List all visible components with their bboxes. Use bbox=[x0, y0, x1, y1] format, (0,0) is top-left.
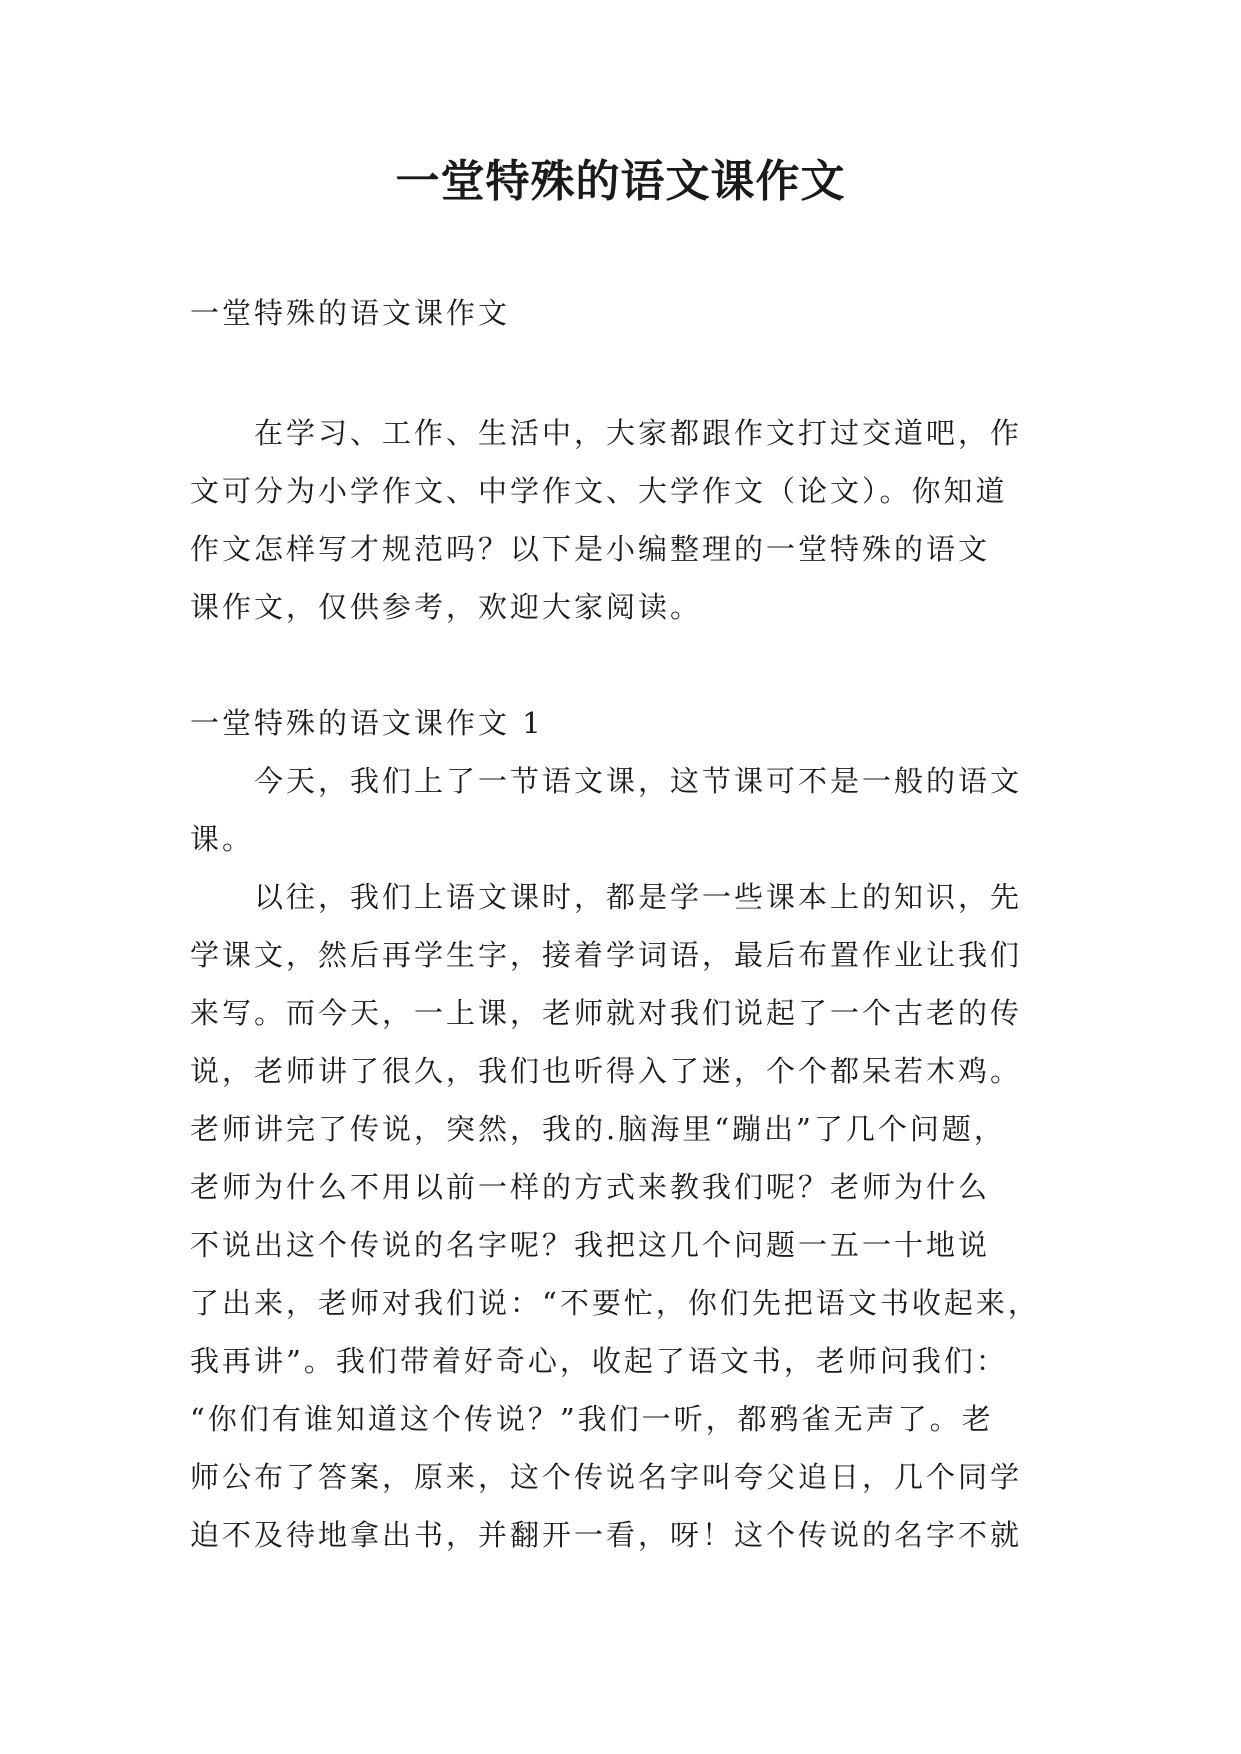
paragraph-2 bbox=[190, 868, 1050, 1564]
paragraph-line: 来写。而今天，一上课，老师就对我们说起了一个古老的传 bbox=[190, 996, 1023, 1030]
paragraph-line: 今天，我们上了一节语文课，这节课可不是一般的语文 bbox=[254, 764, 1023, 798]
paragraph-line: “你们有谁知道这个传说？”我们一听，都鸦雀无声了。老 bbox=[190, 1402, 994, 1436]
paragraph-line: 老师讲完了传说，突然，我的.脑海里“蹦出”了几个问题， bbox=[190, 1112, 1006, 1146]
paragraph-line: 学课文，然后再学生字，接着学词语，最后布置作业让我们 bbox=[190, 938, 1023, 972]
paragraph-1 bbox=[190, 752, 1050, 868]
paragraph-line: 我再讲”。我们带着好奇心，收起了语文书，老师问我们： bbox=[190, 1344, 1008, 1378]
intro-line: 在学习、工作、生活中，大家都跟作文打过交道吧，作 bbox=[254, 416, 1023, 450]
paragraph-line: 了出来，老师对我们说：“不要忙，你们先把语文书收起来， bbox=[190, 1286, 1040, 1320]
paragraph-line: 课。 bbox=[190, 822, 255, 856]
paragraph-line: 迫不及待地拿出书，并翻开一看，呀！这个传说的名字不就 bbox=[190, 1518, 1023, 1552]
paragraph-line: 不说出这个传说的名字呢？我把这几个问题一五一十地说 bbox=[190, 1228, 991, 1262]
document-title: 一堂特殊的语文课作文 bbox=[395, 156, 846, 207]
section-heading: 一堂特殊的语文课作文 1 bbox=[190, 706, 544, 740]
intro-line: 作文怎样写才规范吗？以下是小编整理的一堂特殊的语文 bbox=[190, 532, 991, 566]
document-subtitle: 一堂特殊的语文课作文 bbox=[190, 296, 511, 330]
paragraph-line: 说，老师讲了很久，我们也听得入了迷，个个都呆若木鸡。 bbox=[190, 1054, 1023, 1088]
intro-line: 文可分为小学作文、中学作文、大学作文（论文）。你知道 bbox=[190, 474, 1008, 508]
paragraph-line: 师公布了答案，原来，这个传说名字叫夸父追日，几个同学 bbox=[190, 1460, 1023, 1494]
paragraph-line: 老师为什么不用以前一样的方式来教我们呢？老师为什么 bbox=[190, 1170, 991, 1204]
intro-line: 课作文，仅供参考，欢迎大家阅读。 bbox=[190, 590, 703, 624]
intro-paragraph bbox=[190, 404, 1050, 636]
paragraph-line: 以往，我们上语文课时，都是学一些课本上的知识，先 bbox=[254, 880, 1023, 914]
